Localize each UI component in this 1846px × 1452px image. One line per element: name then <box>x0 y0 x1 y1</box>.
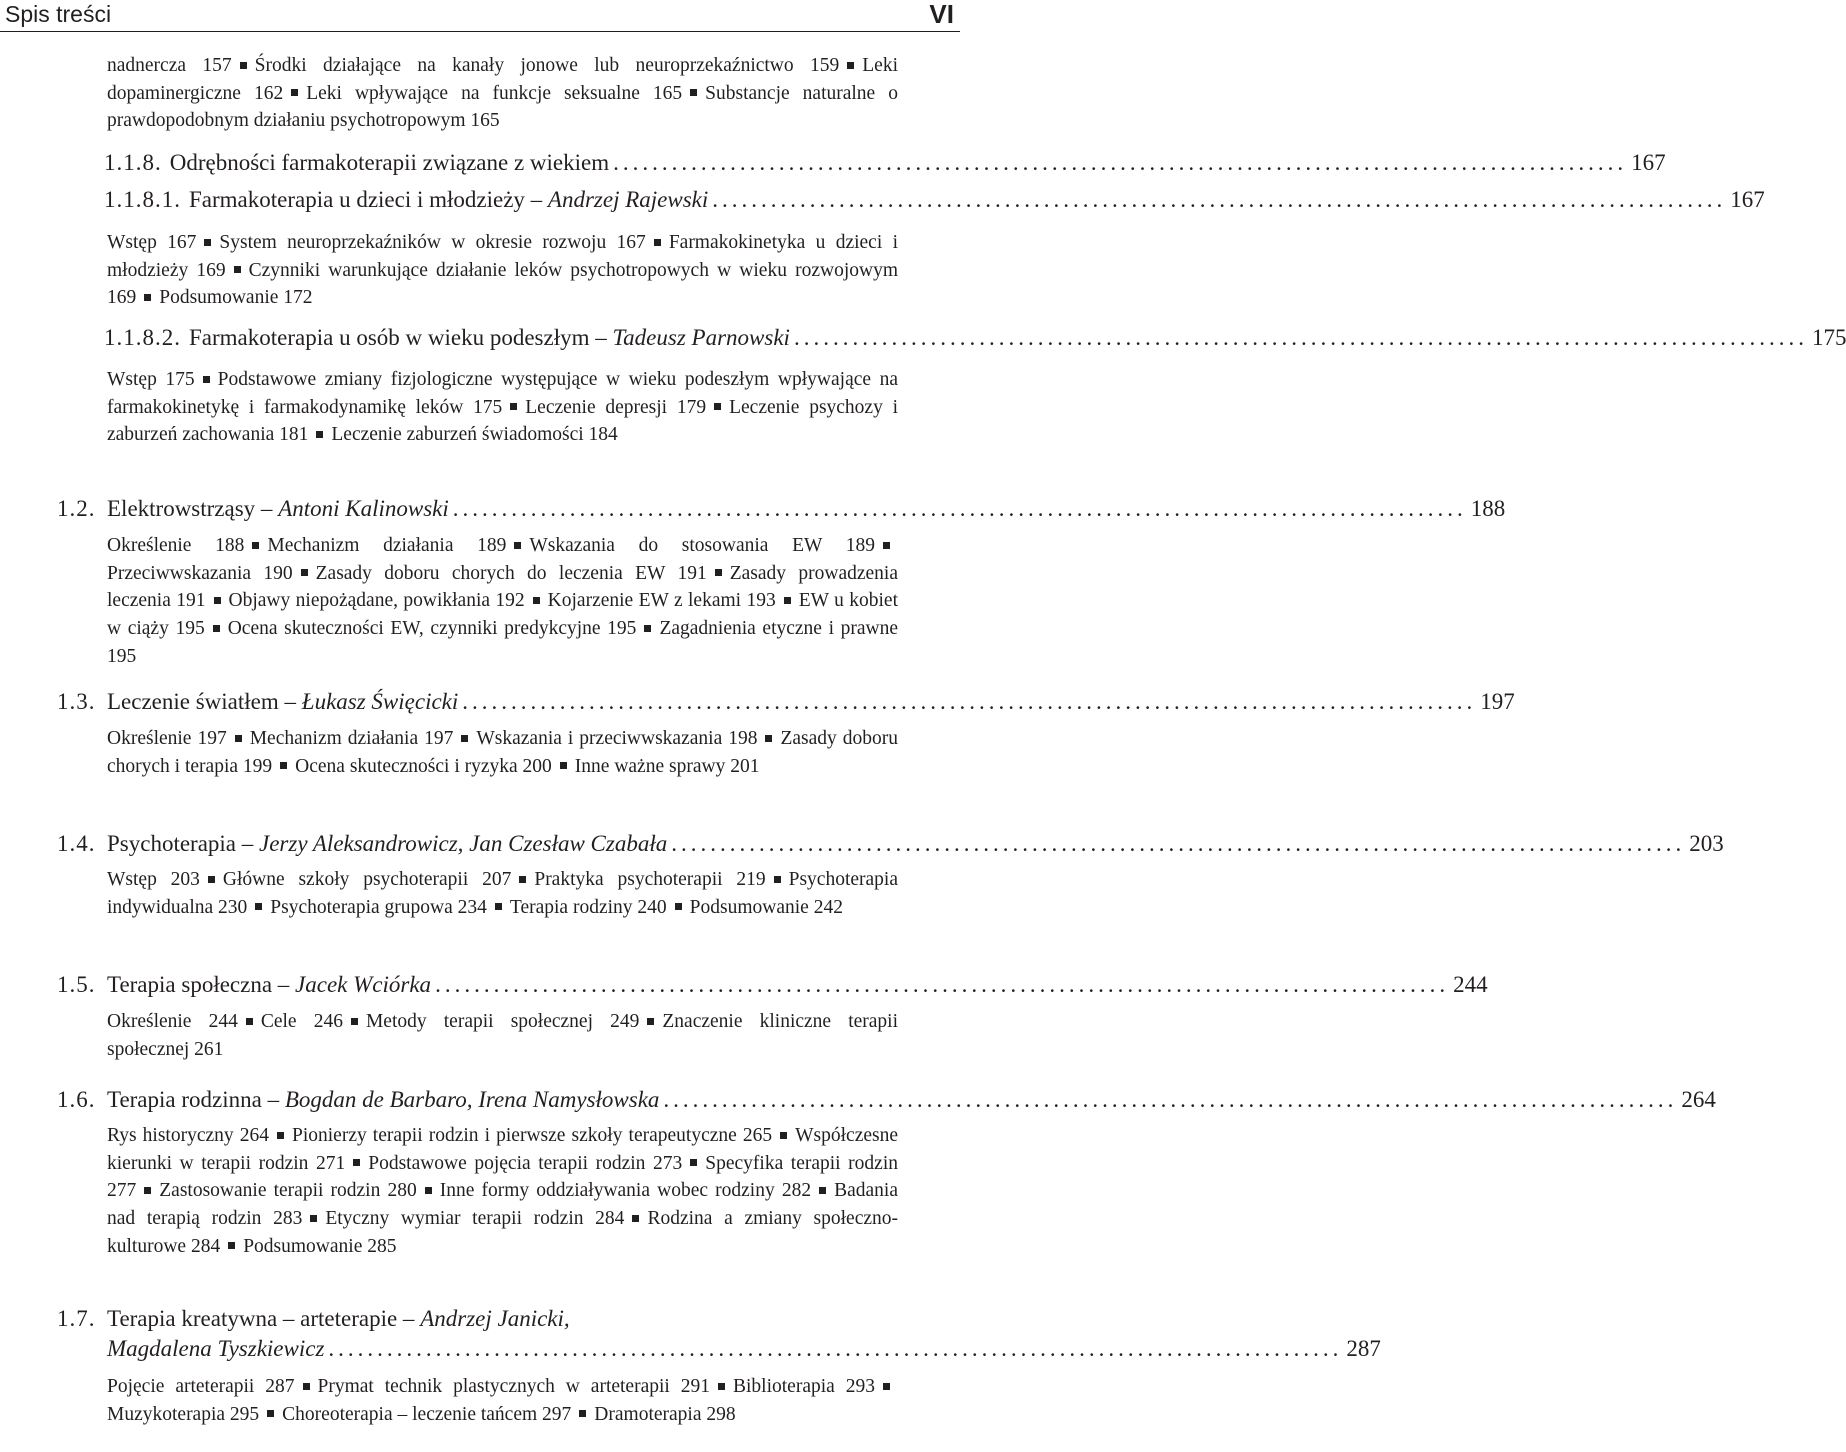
toc-subitems <box>107 866 898 921</box>
toc-entry[interactable] <box>57 971 1488 999</box>
bullet-separator <box>252 542 259 549</box>
list-item: Farmakokinetyka u dzieci i młodzieży 169 <box>107 232 898 281</box>
toc-entry-author: Antoni Kalinowski <box>278 496 449 521</box>
toc-entry-page: 197 <box>1480 689 1515 714</box>
list-item: Podsumowanie 285 <box>243 1235 397 1257</box>
toc-entry-author: Andrzej Rajewski <box>547 187 709 212</box>
list-item: Przeciwwskazania 190 <box>107 562 293 584</box>
toc-entry-author: Andrzej Janicki, <box>420 1306 570 1331</box>
toc-entry-author: Jerzy Aleksandrowicz, Jan Czesław Czabała <box>259 831 668 856</box>
list-item: Biblioterapia 293 <box>733 1376 875 1397</box>
list-item: Rodzina a zmiany społeczno-kulturowe 284 <box>107 1208 899 1257</box>
bullet-separator <box>715 569 722 576</box>
list-item: Znaczenie kliniczne terapii społecznej 261 <box>107 1011 899 1060</box>
bullet-separator <box>208 876 215 883</box>
toc-entry-page: 167 <box>1631 150 1666 175</box>
leader-dots: ........................................................................................................ <box>328 1336 1343 1361</box>
list-item: Podstawowe zmiany fizjologiczne występujące w wieku podeszłym wpływające na farmakokinetykę i farmakodynamikę leków 175 <box>107 369 898 418</box>
bullet-separator <box>690 1159 697 1166</box>
toc-entry-number: 1.7. <box>57 1306 96 1331</box>
list-item: Etyczny wymiar terapii rodzin 284 <box>325 1208 625 1230</box>
list-item: EW u kobiet w ciąży 195 <box>107 590 898 640</box>
list-item: Leczenie depresji 179 <box>525 396 707 418</box>
toc-subitems <box>107 1373 898 1428</box>
toc-entry-number: 1.1.8.1. <box>104 187 181 212</box>
bullet-separator <box>214 597 221 604</box>
list-item: Wskazania i przeciwwskazania 198 <box>476 728 758 749</box>
list-item: Leki wpływające na funkcje seksualne 165 <box>306 82 683 104</box>
header-rule <box>0 31 960 32</box>
list-item: Zagadnienia etyczne i prawne 195 <box>107 618 899 667</box>
bullet-separator <box>519 876 526 883</box>
list-item: Objawy niepożądane, powikłania 192 <box>228 590 525 612</box>
list-item: Badania nad terapią rodzin 283 <box>107 1180 898 1230</box>
list-item: Zasady doboru chorych i terapia 199 <box>107 728 899 777</box>
list-item: Inne ważne sprawy 201 <box>574 755 760 777</box>
toc-entry-author: Magdalena Tyszkiewicz <box>107 1336 325 1361</box>
list-item: Czynniki warunkujące działanie leków psychotropowych w wieku rozwojowym 169 <box>107 259 898 309</box>
toc-entry-page: 264 <box>1681 1087 1716 1112</box>
toc-entry-title: Farmakoterapia u osób w wieku podeszłym – <box>189 325 607 350</box>
bullet-separator <box>579 1410 586 1417</box>
list-item: Choreoterapia – leczenie tańcem 297 <box>282 1403 572 1425</box>
bullet-separator <box>495 903 502 910</box>
bullet-separator <box>774 876 781 883</box>
list-item: Leki dopaminergiczne 162 <box>107 55 898 104</box>
toc-entry-title: Farmakoterapia u dzieci i młodzieży – <box>189 187 543 212</box>
toc-entry[interactable] <box>57 1086 1716 1114</box>
toc-entry-title: Elektrowstrząsy – <box>107 496 273 521</box>
bullet-separator <box>291 89 298 96</box>
toc-entry-author: Łukasz Święcicki <box>301 689 459 714</box>
toc-entry[interactable] <box>57 830 1724 858</box>
bullet-separator <box>303 1383 310 1390</box>
bullet-separator <box>514 542 521 549</box>
toc-entry-number: 1.4. <box>57 831 96 856</box>
bullet-separator <box>228 1242 235 1249</box>
list-item: System neuroprzekaźników w okresie rozwoju 167 <box>219 232 646 253</box>
list-item: Dramoterapia 298 <box>594 1403 736 1425</box>
bullet-separator <box>213 625 220 632</box>
bullet-separator <box>510 403 517 410</box>
toc-subitems <box>107 1122 898 1261</box>
toc-subitems <box>107 725 898 780</box>
leader-dots: ........................................................................................................ <box>793 325 1808 350</box>
bullet-separator <box>316 431 323 438</box>
toc-entry[interactable] <box>104 186 1765 214</box>
toc-entry-page: 244 <box>1453 972 1488 997</box>
bullet-separator <box>654 239 661 246</box>
leader-dots: ........................................................................................................ <box>613 150 1628 175</box>
bullet-separator <box>847 62 854 69</box>
leader-dots: ........................................................................................................ <box>712 187 1727 212</box>
list-item: Podsumowanie 172 <box>159 287 313 309</box>
list-item: Pionierzy terapii rodzin i pierwsze szkoły terapeutyczne 265 <box>291 1125 773 1146</box>
toc-subitems <box>107 229 898 312</box>
bullet-separator <box>425 1187 432 1194</box>
bullet-separator <box>267 1410 274 1417</box>
list-item: Metody terapii społecznej 249 <box>365 1011 640 1032</box>
toc-subitems <box>107 532 898 671</box>
header-page-number: VI <box>929 0 954 29</box>
list-item: Pojęcie arteterapii 287 <box>107 1376 295 1397</box>
list-item: Kojarzenie EW z lekami 193 <box>547 590 776 612</box>
bullet-separator <box>644 625 651 632</box>
toc-subitems <box>107 1008 898 1063</box>
toc-entry-page: 167 <box>1730 187 1765 212</box>
list-item: Wskazania do stosowania EW 189 <box>529 535 875 556</box>
toc-entry-number: 1.5. <box>57 972 96 997</box>
bullet-separator <box>533 597 540 604</box>
list-item: Wstęp 167 <box>107 232 197 253</box>
list-item: Leczenie zaburzeń świadomości 184 <box>331 424 618 446</box>
toc-entry-page: 287 <box>1346 1336 1381 1361</box>
toc-subitems <box>107 366 898 449</box>
bullet-separator <box>235 735 242 742</box>
list-item: Wstęp 175 <box>107 369 195 390</box>
list-item: Inne formy oddziaływania wobec rodziny 282 <box>439 1180 812 1202</box>
bullet-separator <box>765 735 772 742</box>
toc-entry-number: 1.1.8. <box>104 150 162 175</box>
bullet-separator <box>353 1159 360 1166</box>
list-item: Określenie 244 <box>107 1011 238 1032</box>
list-item: Leczenie psychozy i zaburzeń zachowania 181 <box>107 396 898 446</box>
bullet-separator <box>883 542 890 549</box>
list-item: Wstęp 203 <box>107 869 200 890</box>
leader-dots: ........................................................................................................ <box>663 1087 1678 1112</box>
toc-entry-title: Psychoterapia – <box>107 831 254 856</box>
bullet-separator <box>784 597 791 604</box>
bullet-separator <box>560 762 567 769</box>
toc-entry-number: 1.1.8.2. <box>104 325 181 350</box>
bullet-separator <box>632 1215 639 1222</box>
list-item: Podsumowanie 242 <box>689 896 843 918</box>
list-item: Ocena skuteczności EW, czynniki predykcyjne 195 <box>227 618 637 640</box>
leader-dots: ........................................................................................................ <box>435 972 1450 997</box>
leader-dots: ........................................................................................................ <box>671 831 1686 856</box>
bullet-separator <box>310 1215 317 1222</box>
bullet-separator <box>714 403 721 410</box>
list-item: Podstawowe pojęcia terapii rodzin 273 <box>368 1152 683 1174</box>
toc-entry-title: Odrębności farmakoterapii związane z wiekiem <box>169 150 610 175</box>
list-item: Zasady doboru chorych do leczenia EW 191 <box>315 562 707 584</box>
toc-entry-page: 175 <box>1811 325 1846 350</box>
bullet-separator <box>144 294 151 301</box>
leader-dots: ........................................................................................................ <box>452 496 1467 521</box>
list-item: Zasady prowadzenia leczenia 191 <box>107 562 898 612</box>
list-item: Praktyka psychoterapii 219 <box>534 869 766 890</box>
bullet-separator <box>280 762 287 769</box>
list-item: Zastosowanie terapii rodzin 280 <box>159 1180 417 1202</box>
list-item: Określenie 188 <box>107 535 245 556</box>
bullet-separator <box>461 735 468 742</box>
toc-entry-title: Leczenie światłem – <box>107 689 297 714</box>
bullet-separator <box>647 1018 654 1025</box>
list-item: Mechanizm działania 197 <box>249 728 454 749</box>
list-item: Prymat technik plastycznych w arteterapii 291 <box>317 1376 710 1397</box>
toc-entry-author: Bogdan de Barbaro, Irena Namysłowska <box>284 1087 660 1112</box>
toc-entry-title: Terapia kreatywna – arteterapie – <box>107 1306 415 1331</box>
bullet-separator <box>204 239 211 246</box>
bullet-separator <box>675 903 682 910</box>
list-item: Współczesne kierunki w terapii rodzin 271 <box>107 1125 898 1174</box>
list-item: Cele 246 <box>260 1011 343 1032</box>
list-item: Muzykoterapia 295 <box>107 1403 260 1425</box>
bullet-separator <box>255 903 262 910</box>
bullet-separator <box>690 89 697 96</box>
list-item: Psychoterapia indywidualna 230 <box>107 869 899 918</box>
toc-entry[interactable] <box>104 149 1666 177</box>
bullet-separator <box>883 1383 890 1390</box>
bullet-separator <box>819 1187 826 1194</box>
toc-entry[interactable] <box>57 495 1506 523</box>
toc-entry[interactable] <box>57 1305 948 1333</box>
list-item: Mechanizm działania 189 <box>267 535 507 556</box>
toc-entry-page: 203 <box>1689 831 1724 856</box>
header-title: Spis treści <box>5 1 112 27</box>
toc-entry-number: 1.6. <box>57 1087 96 1112</box>
list-item: Substancje naturalne o prawdopodobnym działaniu psychotropowym 165 <box>107 82 898 132</box>
toc-entry-continuation[interactable] <box>107 1335 1381 1363</box>
bullet-separator <box>277 1132 284 1139</box>
toc-entry-title: Terapia społeczna – <box>107 972 290 997</box>
list-item: Główne szkoły psychoterapii 207 <box>222 869 512 890</box>
toc-entry-title: Terapia rodzinna – <box>107 1087 280 1112</box>
toc-entry[interactable] <box>57 688 1515 716</box>
list-item: Terapia rodziny 240 <box>509 896 667 918</box>
bullet-separator <box>203 376 210 383</box>
toc-entry[interactable] <box>104 324 1846 352</box>
list-item: Rys historyczny 264 <box>107 1125 269 1146</box>
bullet-separator <box>301 569 308 576</box>
list-item: Środki działające na kanały jonowe lub neuroprzekaźnictwo 159 <box>254 55 840 76</box>
toc-entry-author: Tadeusz Parnowski <box>612 325 790 350</box>
bullet-separator <box>718 1383 725 1390</box>
bullet-separator <box>144 1187 151 1194</box>
list-item: Psychoterapia grupowa 234 <box>270 896 487 918</box>
page-header <box>0 0 960 34</box>
toc-entry-author: Jacek Wciórka <box>295 972 432 997</box>
list-item: nadnercza 157 <box>107 55 232 76</box>
toc-entry-number: 1.2. <box>57 496 96 521</box>
bullet-separator <box>351 1018 358 1025</box>
list-item: Określenie 197 <box>107 728 227 749</box>
leader-dots: ........................................................................................................ <box>462 689 1477 714</box>
toc-entry-number: 1.3. <box>57 689 96 714</box>
bullet-separator <box>780 1132 787 1139</box>
toc-entry-page: 188 <box>1470 496 1506 521</box>
bullet-separator <box>240 62 247 69</box>
bullet-separator <box>234 266 241 273</box>
bullet-separator <box>246 1018 253 1025</box>
list-item: Specyfika terapii rodzin 277 <box>107 1152 898 1202</box>
intro-paragraph <box>107 52 898 135</box>
list-item: Ocena skuteczności i ryzyka 200 <box>295 755 552 777</box>
